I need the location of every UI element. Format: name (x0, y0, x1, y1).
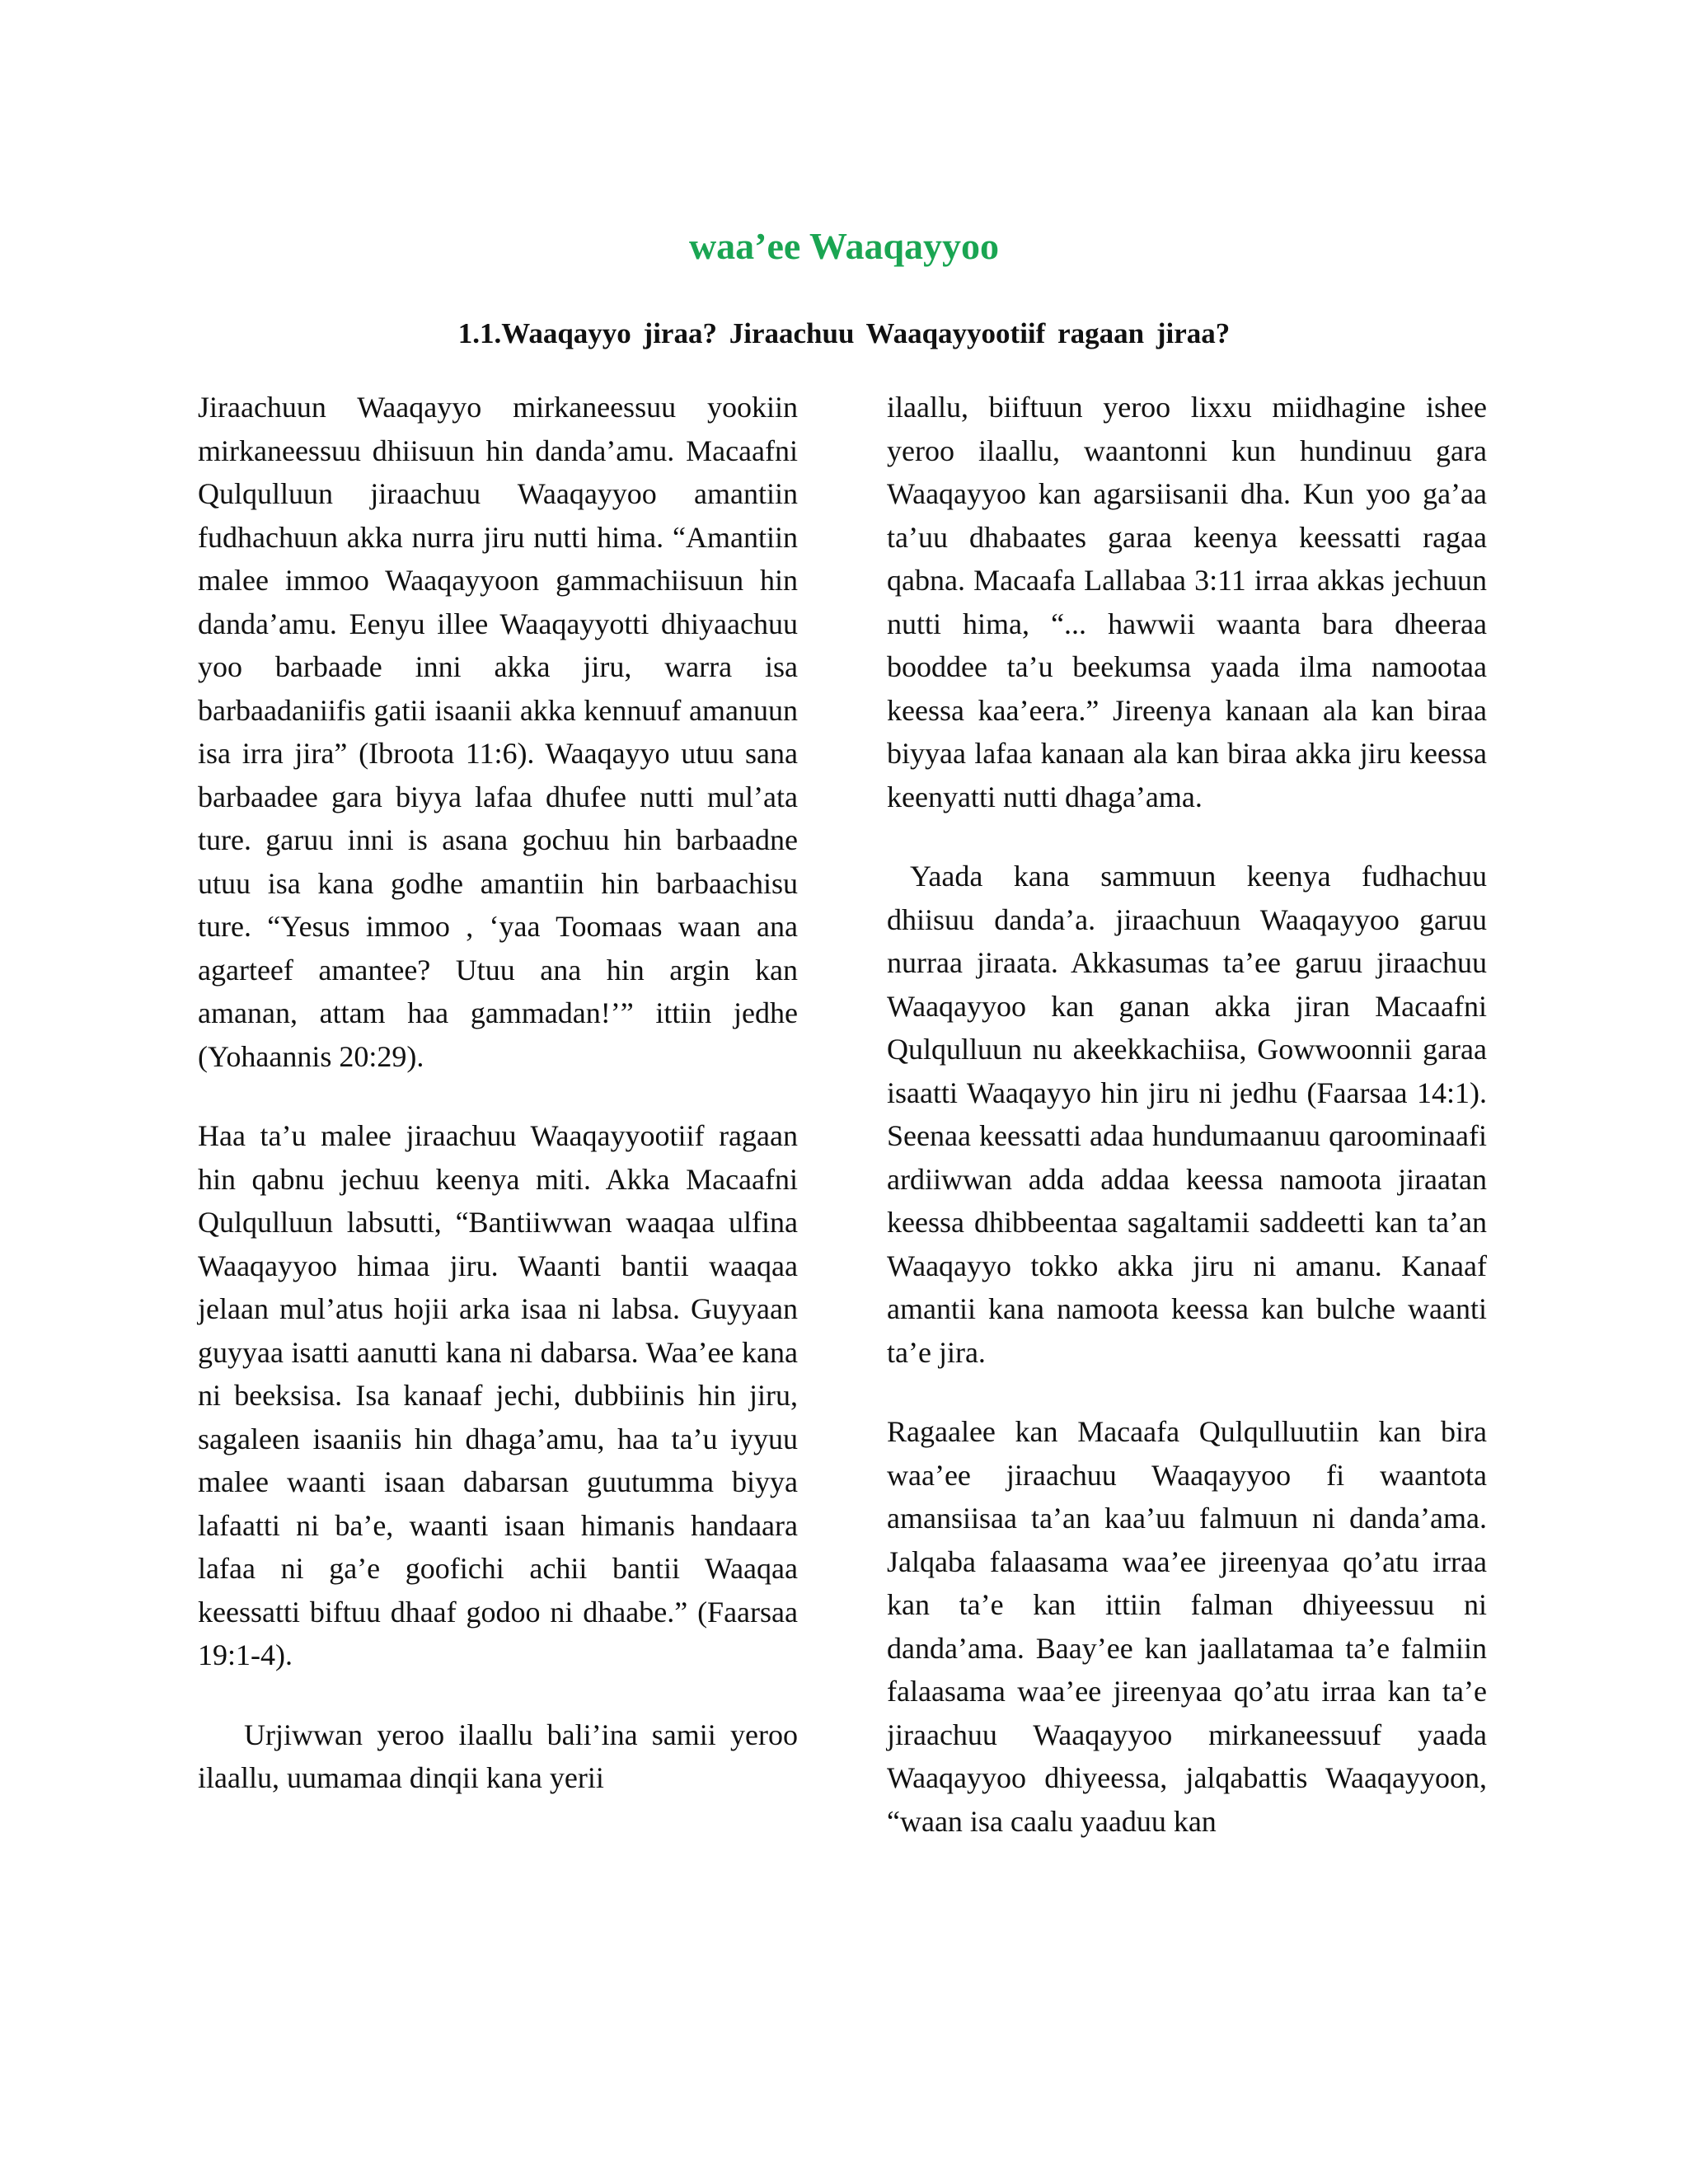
section-heading: 1.1.Waaqayyo jiraa? Jiraachuu Waaqayyootiif ragaan jiraa? (457, 317, 1231, 349)
paragraph: Ragaalee kan Macaafa Qulqulluutiin kan bira waa’ee jiraachuu Waaqayyoo fi waantota amansiisaa ta’an kaa’uu falmuun ni danda’ama. Jalqaba falaasama waa’ee jireenyaa qo’atu irraa kan ta’e kan ittiin falman dhiyeessuu ni danda’ama. Baay’ee kan jaallatamaa ta’e falmiin falaasama waa’ee jireenyaa qo’atu irraa kan ta’e jiraachuu Waaqayyoo mirkaneessuuf yaada Waaqayyoo dhiyeessa, jalqabattis Waaqayyoon, “waan isa caalu yaaduu kan (887, 1415, 1487, 1838)
paragraph: Haa ta’u malee jiraachuu Waaqayyootiif ragaan hin qabnu jechuu keenya miti. Akka Macaafni Qulqulluun labsutti, “Bantiiwwan waaqaa ulfina Waaqayyoo himaa jiru. Waanti bantii waaqaa jelaan mul’atus hojii arka isaa ni labsa. Guyyaan guyyaa isatti aanutti kana ni dabarsa. Waa’ee kana ni beeksisa. Isa kanaaf jechi, dubbiinis hin jiru, sagaleen isaaniis hin dhaga’amu, haa ta’u iyyuu malee waanti isaan dabarsan guutumma biyya lafaatti ni ba’e, waanti isaan himanis handaara lafaa ni ga’e goofichi achii bantii Waaqaa keessatti biftuu dhaaf godoo ni dhaabe.” (Faarsaa 19:1-4). (198, 1119, 798, 1671)
right-column (887, 386, 1487, 1843)
paragraph: Yaada kana sammuun keenya fudhachuu dhiisuu danda’a. jiraachuun Waaqayyoo garuu nurraa jiraata. Akkasumas ta’ee garuu jiraachuu Waaqayyoo kan ganan akka jiran Macaafni Qulqulluun nu akeekkachiisa, Gowwoonnii garaa isaatti Waaqayyo hin jiru ni jedhu (Faarsaa 14:1). Seenaa keessatti adaa hundumaanuu qaroominaafi ardiiwwan adda addaa keessa namoota jiraatan keessa dhibbeentaa sagaltamii saddeetti kan ta’an Waaqayyo tokko akka jiru ni amanu. Kanaaf amantii kana namoota keessa kan bulche waanti ta’e jira. (887, 860, 1487, 1369)
document-title: waa’ee Waaqayyoo (688, 225, 1000, 267)
paragraph: ilaallu, biiftuun yeroo lixxu miidhagine ishee yeroo ilaallu, waantonni kun hundinuu gara Waaqayyoo kan agarsiisanii dha. Kun yoo ga’aa ta’uu dhabaates garaa keenya keessatti ragaa qabna. Macaafa Lallabaa 3:11 irraa akkas jechuun nutti hima, “... hawwii waanta bara dheeraa booddee ta’u beekumsa yaada ilma namootaa keessa kaa’eera.” Jireenya kanaan ala kan biraa biyyaa lafaa kanaan ala kan biraa akka jiru keessa keenyatti nutti dhaga’ama. (887, 391, 1487, 813)
paragraph: Jiraachuun Waaqayyo mirkaneessuu yookiin mirkaneessuu dhiisuun hin danda’amu. Macaafni Qulqulluun jiraachuu Waaqayyoo amantiin fudhachuun akka nurra jiru nutti hima. “Amantiin malee immoo Waaqayyoon gammachiisuun hin danda’amu. Eenyu illee Waaqayyotti dhiyaachuu yoo barbaade inni akka jiru, warra isa barbaadaniifis gatii isaanii akka kennuuf amanuun isa irra jira” (Ibroota 11:6). Waaqayyo utuu sana barbaadee gara biyya lafaa dhufee nutti mul’ata ture. garuu inni is asana gochuu hin barbaadne utuu isa kana godhe amantiin hin barbaachisu ture. “Yesus immoo , ‘yaa Toomaas waan ana agarteef amantee? Utuu ana hin argin kan amanan, attam haa gammadan!’” ittiin jedhe (Yohaannis 20:29). (198, 391, 798, 1073)
paragraph: Urjiwwan yeroo ilaallu bali’ina samii yeroo ilaallu, uumamaa dinqii kana yerii (198, 1718, 798, 1794)
left-column (198, 386, 798, 1800)
